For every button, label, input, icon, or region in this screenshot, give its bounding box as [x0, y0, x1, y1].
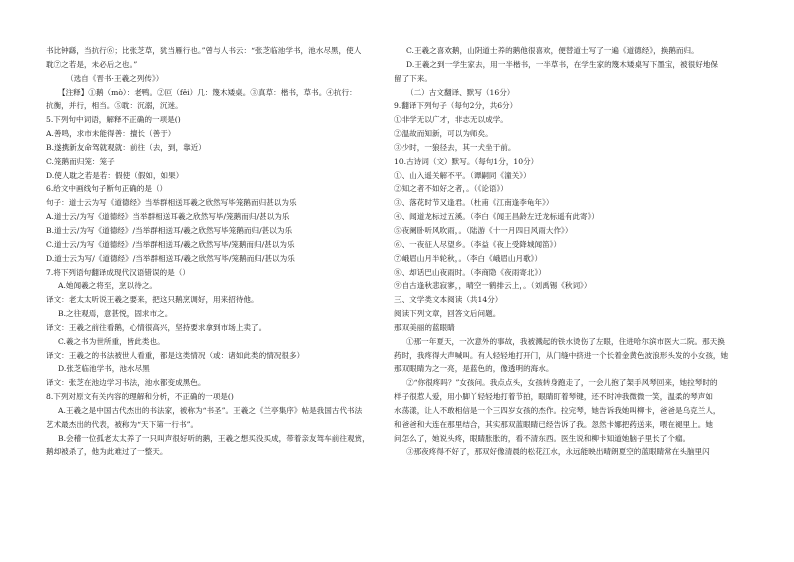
- left-text-line: C.羲之书为世所重，皆此类也。: [58, 336, 165, 346]
- left-text-line: 译文：王羲之的书法被世人看重，都是这类情况（或：诸如此类的情况很多）: [46, 350, 305, 360]
- left-text-line: 【注释】①鹅（mò）：老鸭。②叵（fěi）几：篾木矮桌。③真草：楷书，草书。④抗行：: [58, 87, 357, 97]
- right-text-line: ④、闻道龙标过五溪。（李白《闻王昌龄左迁龙标遥有此寄》）: [394, 212, 600, 222]
- right-text-line: 那双美丽的蓝眼睛: [394, 322, 455, 332]
- right-text-line: 问怎么了，她说头疼，眼睛胀胀的，看不清东西。医生说和柳卡知道她脑子里长了个瘤。: [394, 433, 691, 443]
- right-text-line: ⑦峨眉山月半轮秋，。（李白《峨眉山月歌》）: [394, 253, 543, 263]
- left-text-line: C.笼鹅而归笼：笼子: [46, 156, 115, 166]
- right-text-line: ③那夜疼得不好了，那双好像清晨的松花江水，永远能映出晴朗夏空的蓝眼睛常在头脑里闪: [406, 447, 710, 457]
- left-text-line: 8.下列对原文有关内容的理解和分析，不正确的一项是(): [46, 392, 234, 402]
- left-text-line: B.之往观焉，意甚悦，固求市之。: [58, 309, 173, 319]
- left-text-line: 7.将下列语句翻译成现代汉语错误的是（）: [46, 267, 190, 277]
- right-text-line: ②“你很疼吗？”女孩问。我点点头，女孩转身跑走了，一会儿抱了架手风琴回来，她拉琴时的: [406, 378, 718, 388]
- left-text-line: A.善鸣，求市未能得善：擅长（善于）: [46, 129, 176, 139]
- right-text-line: ⑧、却话巴山夜雨时。（李商隐《夜雨寄北》）: [394, 267, 546, 277]
- right-text-line: ②温故而知新，可以为师矣。: [394, 129, 493, 139]
- right-text-line: ⑨自古逢秋悲寂寥，，晴空一鹤排云上，。（刘禹锡《秋词》）: [394, 281, 592, 291]
- left-text-line: C.道士云/为写《道德经》/当举群相送耳/羲之欣然写毕/笼鹅而归/甚以为乐: [46, 239, 295, 249]
- right-text-line: C.王羲之喜欢鹅，山阴道士养的鹅他很喜欢，便替道士写了一遍《道德经》，换鹅而归。: [406, 46, 699, 55]
- left-text-line: 句子：道士云为写《道德经》当举群相送耳羲之欣然写毕笼鹅而归甚以为乐: [46, 198, 297, 208]
- right-text-line: 9.翻译下列句子（每句2分，共6分）: [394, 101, 518, 111]
- right-text-line: 那双眼睛为之一亮，是蓝色的，像透明的海水。: [394, 364, 554, 374]
- right-text-line: ⑥、一夜征人尽望乡。（李益《夜上受降城闻笛》）: [394, 239, 562, 249]
- right-text-line: （二）古文翻译、默写（16分）: [406, 87, 515, 97]
- left-text-line: 抗衡，并行，相当。⑤耽：沉溺，沉迷。: [46, 101, 183, 111]
- right-text-line: ③、落花时节又逢君。（杜甫《江南逢李龟年》）: [394, 198, 554, 208]
- right-text-line: 水荡漾，让人不敢相信是一个三四岁女孩的杰作。拉完琴，她告诉我她叫柳卡，爸爸是乌克兰人，: [394, 405, 721, 415]
- right-text-line: ③少时，一狼径去，其一犬坐于前。: [394, 142, 516, 152]
- right-text-line: ②知之者不如好之者，。（《论语》）: [394, 184, 508, 194]
- left-text-line: 译文：张芝在池边学习书法，池水都变成黑色。: [46, 378, 206, 388]
- left-text-line: D.使人耽之若是若：假使（假如，如果）: [46, 170, 184, 180]
- right-text-line: 药时，我疼得大声喊叫。有人轻轻地打开门，从门缝中挤进一个长着金黄色波浪形头发的小女孩，她: [394, 350, 729, 360]
- right-text-line: 留了下来。: [394, 73, 432, 83]
- left-text-line: 耽⑦之若是，未必后之也。”: [46, 59, 138, 69]
- left-text-line: 译文：老太太听说王羲之要来，把这只鹅烹调好，用来招待他。: [46, 295, 259, 305]
- left-text-line: B.遂携新友命驾就观就：前往（去，到，靠近）: [46, 142, 206, 152]
- left-text-line: （选自《晋书·王羲之列传》）: [66, 73, 164, 83]
- right-text-line: 样子很惹人爱，用小脚丫轻轻地打着节拍，眼睛盯着琴键，还不时冲我微微一笑，温柔的琴声如: [394, 392, 713, 402]
- left-text-line: 5.下列句中词语，解释不正确的一项是(): [46, 115, 181, 125]
- right-text-line: 阅读下列文章，回答文后问题。: [394, 309, 501, 319]
- left-text-line: A.她闻羲之将至，烹以待之。: [58, 281, 158, 291]
- right-text-line: 10.古诗词（文）默写。（每句1分，10分）: [394, 156, 539, 166]
- right-column: [394, 44, 751, 459]
- left-text-line: D.张芝临池学书，池水尽黑: [58, 364, 150, 374]
- left-text-line: D.道士云为写/《道德经》/当举群相送耳/羲之欣然写毕/笼鹅而归/甚以为乐: [46, 253, 295, 263]
- right-text-line: ①、山入遥关解不平。（谭嗣同《潼关》）: [394, 170, 531, 180]
- right-text-line: 和爸爸和大连在那里结合，其实那双蓝眼睛已经告诉了我。忽然卡娜把药送来，喂在褪里上。她: [394, 419, 713, 429]
- left-text-line: B.会稽一位孤老太太养了一只叫声很好听的鹅，王羲之想买没买成，带着亲友驾车前往观赏，: [58, 433, 370, 443]
- left-column: [46, 44, 403, 459]
- right-text-line: D.王羲之到一学生家去，用一半楷书，一半草书，在学生家的篾木矮桌写下墨宝，被很好地保: [406, 59, 718, 69]
- right-text-line: ①那一年夏天，一次意外的事故，我被溅起的铁水烫伤了左眼，住进哈尔滨市医大二院。那天换: [406, 336, 725, 346]
- left-text-line: A.王羲之是中国古代杰出的书法家，被称为“书圣”。王羲之《兰亭集序》帖是我国古代书法: [58, 405, 363, 415]
- left-text-line: 鹅却被杀了，他为此难过了一整天。: [46, 447, 168, 457]
- left-text-line: 6.给文中画线句子断句正确的是（）: [46, 184, 168, 194]
- left-text-line: 译文：王羲之前往看鹅，心情很高兴，坚持要求拿到市场上卖了。: [46, 322, 267, 332]
- left-text-line: A.道士云/为写《道德经》当举群相送耳羲之欣然写毕/笼鹅而归/甚以为乐: [46, 212, 290, 222]
- right-text-line: 三、文学类文本阅读（共14分）: [394, 295, 503, 305]
- right-text-line: ⑤夜阑卧听风吹雨，。（陆游《十一月四日风雨大作》）: [394, 225, 573, 235]
- left-text-line: B.道士云/为写《道德经》/当举群相送耳/羲之欣然写毕笼鹅而归/甚以为乐: [46, 225, 293, 235]
- left-text-line: 艺术最杰出的代表，被称为“天下第一行书”。: [46, 419, 199, 429]
- right-text-line: ①非学无以广才，非志无以成学。: [394, 115, 508, 125]
- left-text-line: 书比钟繇，当抗行⑥；比张芝草，犹当雁行也。”曾与人书云：“张芝临池学书，池水尽黑，使人: [46, 46, 362, 55]
